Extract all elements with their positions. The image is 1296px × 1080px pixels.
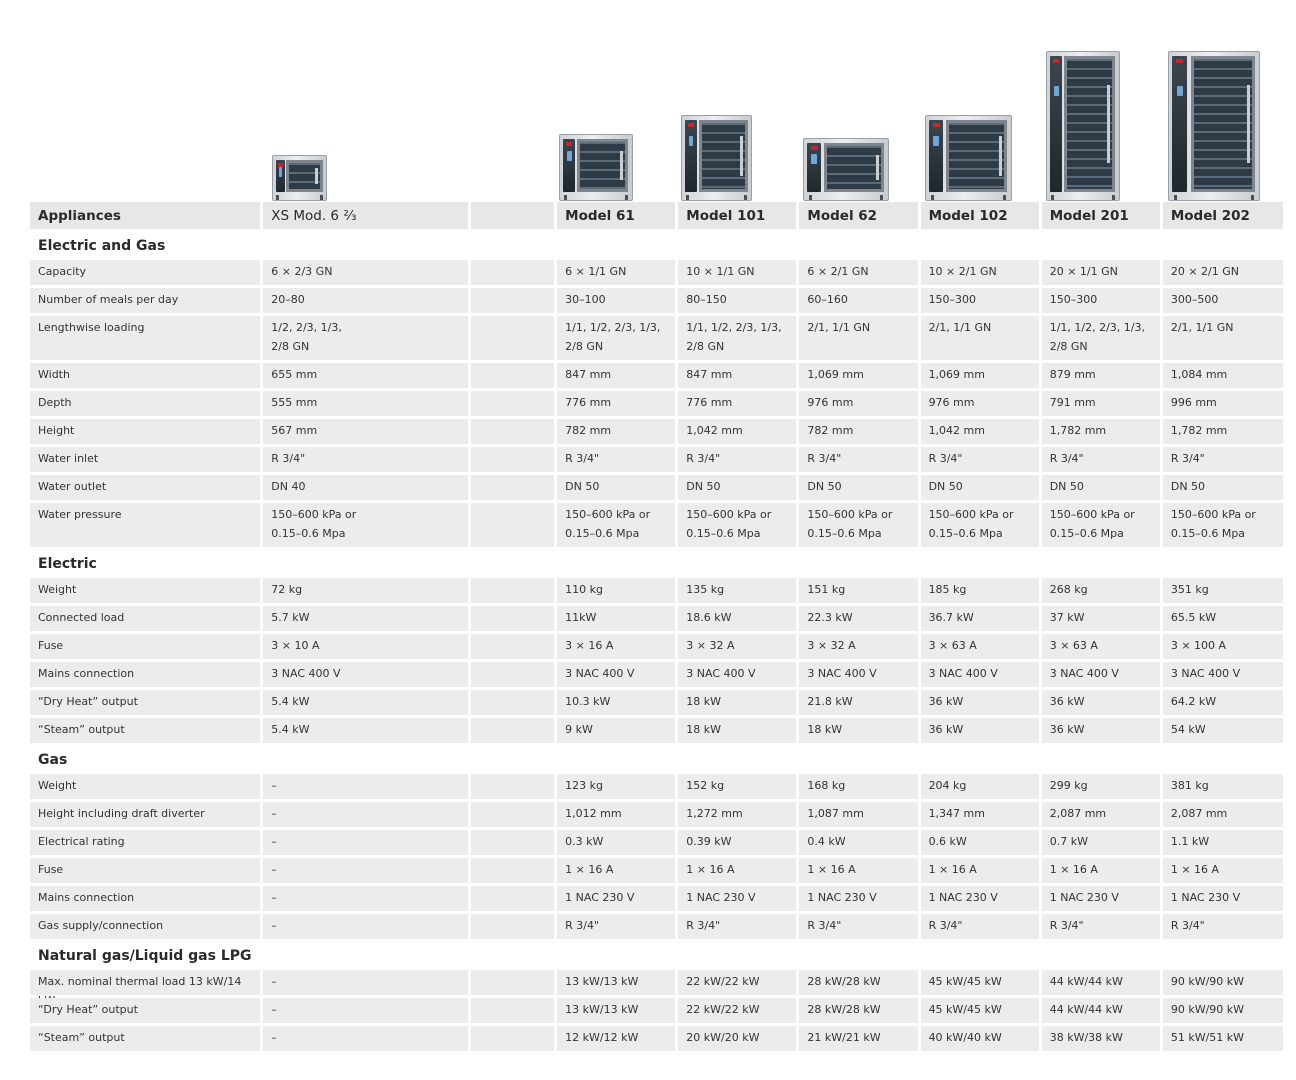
oven-image-202 [1168,51,1260,201]
spec-value: 22.3 kW [799,606,917,631]
spec-value: 3 × 16 A [557,634,675,659]
spec-value: 22 kW/22 kW [678,970,796,995]
spec-row [30,503,1283,547]
spacer-cell [471,202,554,229]
spec-label: Depth [30,391,260,416]
spec-value: 21 kW/21 kW [799,1026,917,1051]
spec-value: 18 kW [678,690,796,715]
spec-value: 38 kW/38 kW [1042,1026,1160,1051]
spec-value: 13 kW/13 kW [557,998,675,1023]
spacer-cell [471,914,554,939]
spec-row [30,970,1283,995]
spec-value: 1 × 16 A [1163,858,1283,883]
spacer-cell [471,288,554,313]
spec-value: 6 × 2/3 GN [263,260,467,285]
spec-value: 2/1, 1/1 GN [1163,316,1283,360]
spec-row [30,634,1283,659]
spec-value: 1 × 16 A [557,858,675,883]
oven-image-101 [681,115,752,201]
spec-value: 150–600 kPa or 0.15–0.6 Mpa [678,503,796,547]
spec-row [30,718,1283,743]
spec-value: 782 mm [557,419,675,444]
spec-value: 80–150 [678,288,796,313]
spec-value: 1 NAC 230 V [1163,886,1283,911]
spec-value: 65.5 kW [1163,606,1283,631]
spec-value: 976 mm [799,391,917,416]
spec-value: 3 NAC 400 V [799,662,917,687]
spec-value: 1,069 mm [921,363,1039,388]
spec-value: R 3/4" [678,914,796,939]
section-title: Electric and Gas [38,238,166,254]
spec-row [30,260,1283,285]
model-header: Model 61 [557,202,675,229]
spec-value: DN 50 [557,475,675,500]
appliances-header: Appliances [30,202,260,229]
spec-value: 150–600 kPa or 0.15–0.6 Mpa [557,503,675,547]
spec-value: 40 kW/40 kW [921,1026,1039,1051]
spec-value: 1/1, 1/2, 2/3, 1/3, 2/8 GN [557,316,675,360]
spacer-cell [471,1026,554,1051]
spec-value: DN 50 [678,475,796,500]
spec-value: 1,042 mm [921,419,1039,444]
spec-value: 45 kW/45 kW [921,998,1039,1023]
spec-value: 20 × 1/1 GN [1042,260,1160,285]
spec-value: 152 kg [678,774,796,799]
spec-row [30,998,1283,1023]
oven-image-201 [1046,51,1120,201]
spec-value: 3 × 63 A [921,634,1039,659]
spacer-cell [471,774,554,799]
spec-value: R 3/4" [678,447,796,472]
section-title: Gas [38,752,68,768]
oven-image-61 [559,134,633,201]
spec-row [30,391,1283,416]
spec-label: Connected load [30,606,260,631]
oven-image-xs [272,155,327,201]
spacer-cell [471,391,554,416]
spec-value: 6 × 2/1 GN [799,260,917,285]
spec-value: 1 × 16 A [678,858,796,883]
spec-row [30,690,1283,715]
spec-value: 1/1, 1/2, 2/3, 1/3, 2/8 GN [1042,316,1160,360]
spec-label: Water outlet [30,475,260,500]
spec-label: Mains connection [30,886,260,911]
spec-label: Lengthwise loading [30,316,260,360]
spec-value: 0.6 kW [921,830,1039,855]
spec-value: 1/2, 2/3, 1/3, 2/8 GN [263,316,467,360]
oven-image-102 [925,115,1012,201]
spec-value: 36 kW [1042,718,1160,743]
spec-value: 555 mm [263,391,467,416]
spec-row [30,475,1283,500]
spec-value: 1,069 mm [799,363,917,388]
spec-value: 1 × 16 A [921,858,1039,883]
spec-value: R 3/4" [921,447,1039,472]
spec-table [30,0,1283,1054]
spec-row [30,858,1283,883]
spec-value: 1,347 mm [921,802,1039,827]
spec-value: DN 50 [1042,475,1160,500]
spec-value: 44 kW/44 kW [1042,998,1160,1023]
spacer-cell [471,998,554,1023]
spec-value: – [263,886,467,911]
section-title: Natural gas/Liquid gas LPG [38,948,252,964]
spec-value: 879 mm [1042,363,1160,388]
spec-value: 1,087 mm [799,802,917,827]
spec-label: Width [30,363,260,388]
spec-value: 3 NAC 400 V [263,662,467,687]
spec-value: – [263,970,467,995]
spec-value: 847 mm [557,363,675,388]
model-header: Model 101 [678,202,796,229]
spec-value: DN 50 [1163,475,1283,500]
spec-value: 268 kg [1042,578,1160,603]
spec-value: 351 kg [1163,578,1283,603]
spec-value: R 3/4" [1042,914,1160,939]
spec-value: 6 × 1/1 GN [557,260,675,285]
spec-value: 299 kg [1042,774,1160,799]
spec-row [30,447,1283,472]
spec-row [30,662,1283,687]
spec-value: 36 kW [1042,690,1160,715]
spec-row [30,606,1283,631]
spec-value: R 3/4" [557,914,675,939]
spacer-cell [471,970,554,995]
spec-value: R 3/4" [1163,914,1283,939]
spec-value: 12 kW/12 kW [557,1026,675,1051]
spec-value: 9 kW [557,718,675,743]
spec-value: 847 mm [678,363,796,388]
spec-value: 3 NAC 400 V [678,662,796,687]
spec-row [30,578,1283,603]
spec-row [30,419,1283,444]
spec-value: 11kW [557,606,675,631]
spec-value: 36 kW [921,718,1039,743]
spec-value: 782 mm [799,419,917,444]
spec-label: Height [30,419,260,444]
spec-value: 0.4 kW [799,830,917,855]
spacer-cell [471,690,554,715]
spec-label: Weight [30,774,260,799]
spec-value: 21.8 kW [799,690,917,715]
spec-value: 5.4 kW [263,718,467,743]
spec-label: Water pressure [30,503,260,547]
spec-value: – [263,802,467,827]
spec-value: 3 NAC 400 V [1163,662,1283,687]
spec-value: 655 mm [263,363,467,388]
spacer-cell [471,419,554,444]
spec-value: 64.2 kW [1163,690,1283,715]
spec-row [30,830,1283,855]
spec-value: 18 kW [799,718,917,743]
spec-value: 1/1, 1/2, 2/3, 1/3, 2/8 GN [678,316,796,360]
spec-value: 90 kW/90 kW [1163,998,1283,1023]
spec-value: 60–160 [799,288,917,313]
spec-value: 150–300 [921,288,1039,313]
spec-value: 1 × 16 A [799,858,917,883]
spacer-cell [471,606,554,631]
spec-value: R 3/4" [1042,447,1160,472]
spacer-cell [471,634,554,659]
spacer-cell [471,475,554,500]
spec-value: 10.3 kW [557,690,675,715]
spec-value: DN 50 [799,475,917,500]
spec-value: 1.1 kW [1163,830,1283,855]
spec-value: 20 kW/20 kW [678,1026,796,1051]
spec-value: 1,042 mm [678,419,796,444]
spec-value: R 3/4" [1163,447,1283,472]
spec-value: R 3/4" [263,447,467,472]
spec-row [30,774,1283,799]
spec-label: “Dry Heat” output [30,690,260,715]
spec-value: DN 50 [921,475,1039,500]
spec-row [30,363,1283,388]
spec-row [30,316,1283,360]
spec-value: 135 kg [678,578,796,603]
spec-row [30,802,1283,827]
spec-value: 10 × 2/1 GN [921,260,1039,285]
spec-value: R 3/4" [557,447,675,472]
spec-value: 1 NAC 230 V [678,886,796,911]
spec-value: 1,012 mm [557,802,675,827]
spec-value: 3 × 63 A [1042,634,1160,659]
spec-value: 2/1, 1/1 GN [921,316,1039,360]
spec-value: 776 mm [557,391,675,416]
spec-label: Number of meals per day [30,288,260,313]
spec-value: 36.7 kW [921,606,1039,631]
spec-value: 1 NAC 230 V [799,886,917,911]
spec-value: 168 kg [799,774,917,799]
spec-value: 5.4 kW [263,690,467,715]
spec-value: 0.39 kW [678,830,796,855]
spec-value: 150–600 kPa or 0.15–0.6 Mpa [1042,503,1160,547]
spec-value: 1,782 mm [1042,419,1160,444]
spacer-cell [471,503,554,547]
spec-value: 1,084 mm [1163,363,1283,388]
spec-value: 3 × 100 A [1163,634,1283,659]
spacer-cell [471,260,554,285]
spec-value: 18.6 kW [678,606,796,631]
spec-value: 10 × 1/1 GN [678,260,796,285]
spec-value: 381 kg [1163,774,1283,799]
spacer-cell [471,858,554,883]
spec-value: 123 kg [557,774,675,799]
spec-value: 204 kg [921,774,1039,799]
model-header: Model 201 [1042,202,1160,229]
spec-row [30,1026,1283,1051]
spec-value: 22 kW/22 kW [678,998,796,1023]
spec-value: – [263,830,467,855]
spec-label: Fuse [30,634,260,659]
spec-value: 3 × 32 A [799,634,917,659]
spec-value: 185 kg [921,578,1039,603]
spec-value: 3 NAC 400 V [557,662,675,687]
spec-value: 3 × 32 A [678,634,796,659]
header-row [30,202,1283,229]
spec-value: 150–600 kPa or 0.15–0.6 Mpa [921,503,1039,547]
spec-value: 1,782 mm [1163,419,1283,444]
spec-label: “Steam” output [30,718,260,743]
spec-label: Fuse [30,858,260,883]
spacer-cell [471,447,554,472]
spec-label: Height including draft diverter [30,802,260,827]
section-title: Electric [38,556,97,572]
spec-value: – [263,858,467,883]
spec-value: 51 kW/51 kW [1163,1026,1283,1051]
spec-value: 30–100 [557,288,675,313]
spec-value: 150–600 kPa or 0.15–0.6 Mpa [263,503,467,547]
spec-value: 776 mm [678,391,796,416]
spacer-cell [471,578,554,603]
spacer-cell [471,718,554,743]
spec-value: 5.7 kW [263,606,467,631]
spec-value: R 3/4" [799,447,917,472]
spec-label: Gas supply/connection [30,914,260,939]
spec-value: 20–80 [263,288,467,313]
spec-label: Electrical rating [30,830,260,855]
spacer-cell [471,802,554,827]
spec-value: 1 × 16 A [1042,858,1160,883]
spec-sections [30,232,1283,1051]
oven-image-62 [803,138,889,201]
spec-value: – [263,998,467,1023]
spec-value: 28 kW/28 kW [799,970,917,995]
spec-label: Weight [30,578,260,603]
spec-value: 3 NAC 400 V [1042,662,1160,687]
spec-value: R 3/4" [799,914,917,939]
spec-value: 36 kW [921,690,1039,715]
spec-value: 18 kW [678,718,796,743]
spec-value: 567 mm [263,419,467,444]
spec-value: 2,087 mm [1163,802,1283,827]
spec-value: 1 NAC 230 V [1042,886,1160,911]
spec-value: 300–500 [1163,288,1283,313]
model-header: Model 102 [921,202,1039,229]
spec-value: 150–600 kPa or 0.15–0.6 Mpa [799,503,917,547]
spec-value: 150–600 kPa or 0.15–0.6 Mpa [1163,503,1283,547]
spec-row [30,886,1283,911]
spec-value: 13 kW/13 kW [557,970,675,995]
spec-value: 20 × 2/1 GN [1163,260,1283,285]
spec-value: 37 kW [1042,606,1160,631]
spec-value: 44 kW/44 kW [1042,970,1160,995]
spec-row [30,914,1283,939]
spacer-cell [471,830,554,855]
model-header: Model 62 [799,202,917,229]
spec-label: Mains connection [30,662,260,687]
spec-value: 90 kW/90 kW [1163,970,1283,995]
spec-label: “Dry Heat” output [30,998,260,1023]
spec-value: DN 40 [263,475,467,500]
spec-value: 996 mm [1163,391,1283,416]
spec-value: 1 NAC 230 V [557,886,675,911]
model-header: XS Mod. 6 ⅔ [263,202,467,229]
spec-value: 72 kg [263,578,467,603]
spacer-cell [471,363,554,388]
spacer-cell [471,316,554,360]
spec-value: 1 NAC 230 V [921,886,1039,911]
spec-value: 0.3 kW [557,830,675,855]
spec-value: 45 kW/45 kW [921,970,1039,995]
appliance-images [30,0,1283,202]
spacer-cell [471,662,554,687]
spacer-cell [471,886,554,911]
spec-label: Water inlet [30,447,260,472]
spec-label: Capacity [30,260,260,285]
spec-value: R 3/4" [921,914,1039,939]
model-header: Model 202 [1163,202,1283,229]
spec-value: 0.7 kW [1042,830,1160,855]
spec-value: 2,087 mm [1042,802,1160,827]
spec-value: 54 kW [1163,718,1283,743]
spec-value: 110 kg [557,578,675,603]
spec-label: “Steam” output [30,1026,260,1051]
spec-value: – [263,914,467,939]
spec-value: 791 mm [1042,391,1160,416]
spec-value: – [263,1026,467,1051]
spec-value: 3 × 10 A [263,634,467,659]
spec-value: 2/1, 1/1 GN [799,316,917,360]
spec-value: 28 kW/28 kW [799,998,917,1023]
spec-row [30,288,1283,313]
spec-value: 151 kg [799,578,917,603]
spec-value: 1,272 mm [678,802,796,827]
spec-value: 3 NAC 400 V [921,662,1039,687]
spec-value: 976 mm [921,391,1039,416]
spec-label: Max. nominal thermal load 13 kW/14 [30,970,260,995]
spec-value: – [263,774,467,799]
spec-value: 150–300 [1042,288,1160,313]
